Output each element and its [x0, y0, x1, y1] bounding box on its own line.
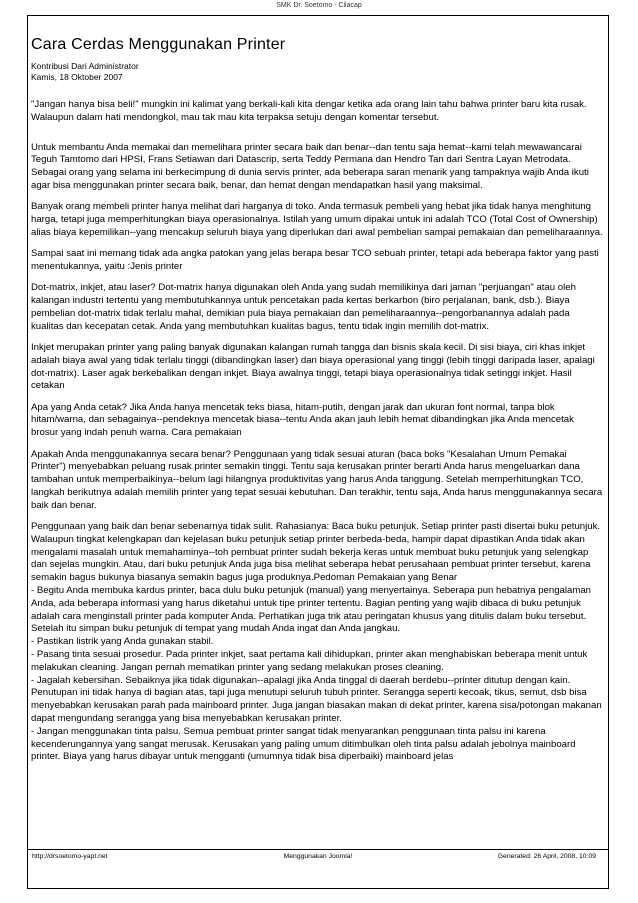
- list-item: - Begitu Anda membuka kardus printer, baca dulu buku petunjuk (manual) yang menyertainya. Seberapa pun hebatnya pengalaman Anda, ada beberapa informasi yang harus diketahui untuk tipe printer tertentu. Bagian penting yang wajib dibaca di buku petunjuk adalah cara menginstall printer pada komputer Anda. Perhatikan juga trik atau peringatan khusus yang ditulis dalam buku tersebut. Setelah itu simpan buku petunjuk di tempat yang mudah Anda ingat dan Anda jangkau.: [31, 585, 591, 635]
- paragraph: "Jangan hanya bisa beli!" mungkin ini kalimat yang berkali-kali kita dengar ketika ada orang lain tahu bahwa printer baru kita rusak. Walaupun dalam hati mendongkol, mau tak mau kita terpaksa setuju dengan komentar tersebut.: [31, 99, 587, 123]
- footer-generated: Generated: 26 April, 2008, 10:09: [497, 853, 596, 860]
- paragraph: Sampai saat ini memang tidak ada angka patokan yang jelas berapa besar TCO sebuah printer, tetapi ada beberapa faktor yang pasti menentukannya, yaitu :Jenis printer: [31, 248, 599, 272]
- list-item: - Pastikan listrik yang Anda gunakan stabil.: [31, 636, 214, 648]
- article-author: Kontribusi Dari Administrator: [31, 61, 139, 71]
- article-title: Cara Cerdas Menggunakan Printer: [31, 36, 286, 53]
- list-item: - Jagalah kebersihan. Sebaiknya jika tidak digunakan--apalagi jika Anda tinggal di daerah berdebu--printer ditutup dengan kain. Penutupan ini tidak hanya di bagian atas, tapi juga menutupi seluruh tubuh printer. Serangga seperti kecoak, tikus, semut, dsb bisa menyebabkan kerusakan parah pada mainboard printer. Juga jangan biasakan makan di dekat printer, karena sisa/potongan makanan dapat mengundang serangga yang bisa menyebabkan kerusakan printer.: [31, 674, 602, 724]
- article-body: [31, 99, 603, 764]
- paragraph: Banyak orang membeli printer hanya melihat dari harganya di toko. Anda termasuk pembeli yang hebat jika tidak hanya menghitung harga, tetapi juga memperhitungkan biaya operasionalnya. Istilah yang umum dipakai untuk ini adalah TCO (Total Cost of Ownership) alias biaya kepemilikan--yang mencakup seluruh biaya yang diperlukan dari awal pembelian sampai pemakaian dan pemeliharaannya.: [31, 201, 603, 238]
- footer-cms: Menggunakan Joomla!: [283, 853, 353, 860]
- paragraph: Inkjet merupakan printer yang paling banyak digunakan kalangan rumah tangga dan bisnis skala kecil. Di sisi biaya, ciri khas inkjet adalah biaya awal yang tidak terlalu tinggi (dibandingkan laser) dan biaya operasional yang tinggi (lebih tinggi daripada laser, apalagi dot-matrix). Laser agak berkebalikan dengan inkjet. Biaya awalnya tinggi, tetapi biaya operasionalnya tidak setinggi inkjet. Hasil cetakan: [31, 341, 595, 392]
- page-header: SMK Dr. Soetomo - Cilacap: [276, 2, 362, 9]
- footer-url: http://drsoetomo-yapt.net: [32, 853, 108, 860]
- document-frame: [27, 15, 609, 889]
- paragraph: Untuk membantu Anda memakai dan memelihara printer secara baik dan benar--dan tentu saja hemat--kami telah mewawancarai Teguh Tamtomo dari HPSI, Frans Setiawan dari Datascrip, serta Teddy Permana dan Hendro Tan dari Sentra Layan Metrodata. Sebagai orang yang selama ini berkecimpung di dunia servis printer, ada beberapa saran menarik yang tampaknya wajib Anda ikuti agar bisa menggunakan printer secara baik, benar, dan hemat dengan mendapatkan hasil yang maksimal.: [31, 141, 589, 191]
- paragraph: Apakah Anda menggunakannya secara benar? Penggunaan yang tidak sesuai aturan (baca boks "Kesalahan Umum Pemakai Printer") menyebabkan peluang rusak printer semakin tinggi. Tentu saja kerusakan printer berarti Anda harus mengeluarkan dana tambahan untuk memperbaikinya--belum lagi hilangnya produktivitas yang harus Anda tanggung. Setelah memperhitungkan TCO, langkah berikutnya adalah memilih printer yang tepat sesuai kebutuhan. Dan terakhir, tentu saja, Anda harus menggunakannya secara baik dan benar.: [31, 448, 603, 511]
- article-meta: [31, 61, 603, 83]
- paragraph: Apa yang Anda cetak? Jika Anda hanya mencetak teks biasa, hitam-putih, dengan jarak dan ukuran font normal, tanpa blok hitam/warna, dan sebagainya--pendeknya mencetak biasa--tentu Anda akan jauh lebih hemat dibandingkan jika Anda mencetak brosur yang indah penuh warna. Cara pemakaian: [31, 401, 574, 439]
- page-footer: [28, 849, 608, 864]
- article-date: Kamis, 18 Oktober 2007: [31, 72, 123, 82]
- article: [31, 36, 603, 764]
- list-item: - Pasang tinta sesuai prosedur. Pada printer inkjet, saat pertama kali dihidupkan, printer akan menghabiskan beberapa menit untuk melakukan cleaning. Jangan pernah mematikan printer yang sedang melakukan proses cleaning.: [31, 648, 588, 673]
- paragraph: Penggunaan yang baik dan benar sebenarnya tidak sulit. Rahasianya: Baca buku petunjuk. Setiap printer pasti disertai buku petunjuk. Walaupun tingkat kelengkapan dan kejelasan buku petunjuk setiap printer berbeda-beda, hampir dapat dipastikan Anda tidak akan mengalami masalah untuk memahaminya--toh pembuat printer sudah bekerja keras untuk membuat buku petunjuk yang selengkap dan sejelas mungkin. Atau, dari buku petunjuk Anda juga bisa melihat seberapa hebat perusahaan pembuat printer tersebut, karena semakin bagus bukunya biasanya semakin bagus juga produknya.Pedoman Pemakaian yang Benar: [31, 521, 601, 584]
- list-item: - Jangan menggunakan tinta palsu. Semua pembuat printer sangat tidak menyarankan penggunaan tinta palsu ini karena kecenderungannya yang sangat merusak. Kerusakan yang paling umum ditimbulkan oleh tinta palsu adalah jebolnya mainboard printer. Biaya yang harus dibayar untuk mengganti (umumnya tidak bisa diperbaiki) mainboard jelas: [31, 725, 576, 763]
- paragraph: Dot-matrix, inkjet, atau laser? Dot-matrix hanya digunakan oleh Anda yang sudah memilikinya dari jaman "perjuangan" atau oleh kalangan industri tertentu yang membutuhkannya untuk pencetakan pada kertas berkarbon (biro perjalanan, bank, dsb.). Biaya pembelian dot-matrix tidak terlalu mahal, demikian pula biaya pemakaian dan pemeliharaannya--pengorbanannya adalah pada kualitas dan kecepatan cetak. Anda yang membutuhkan kualitas bagus, tentu tidak ingin memilih dot-matrix.: [31, 282, 576, 332]
